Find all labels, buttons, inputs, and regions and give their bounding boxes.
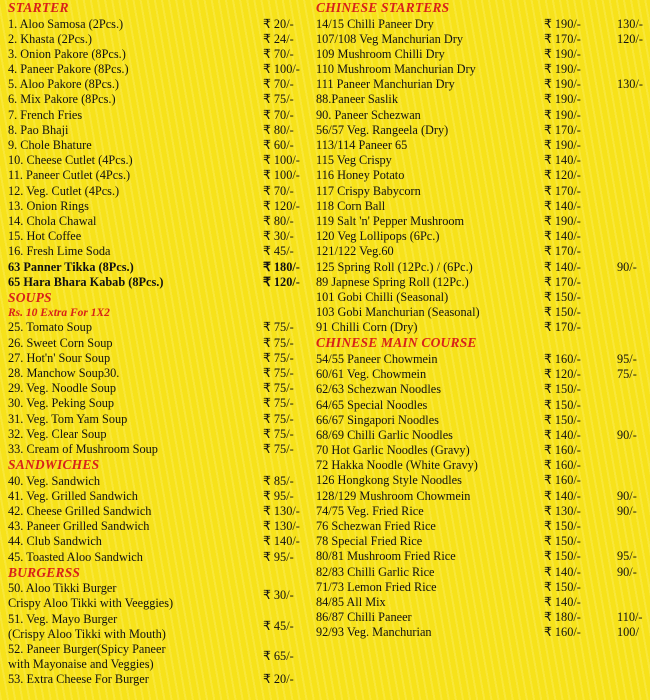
menu-item-price: ₹ 150/- [544,412,581,427]
menu-item-name: 65 Hara Bhara Kabab (8Pcs.) [8,274,164,289]
menu-item-row [316,489,650,504]
menu-item-name: 62/63 Schezwan Noodles [316,382,441,397]
menu-item-half-price: 90/- [617,488,637,503]
menu-item-price: ₹ 170/- [544,274,581,289]
menu-item-price: ₹ 190/- [544,16,581,31]
menu-item-half-price: 90/- [617,259,637,274]
menu-item-price: ₹ 160/- [544,625,581,640]
menu-item-price: ₹ 190/- [544,62,581,77]
menu-item-row [8,229,310,244]
menu-item-price: ₹ 150/- [544,549,581,564]
menu-item-row [8,336,310,351]
menu-item-name: 43. Paneer Grilled Sandwich [8,519,150,534]
menu-item-row [8,366,310,381]
menu-item-price: ₹ 30/- [263,588,294,603]
menu-item-row [8,275,310,290]
menu-item-name: 3. Onion Pakore (8Pcs.) [8,46,126,61]
menu-item-price: ₹ 24/- [263,31,294,46]
menu-item-name: 118 Corn Ball [316,198,386,213]
menu-item-name: 31. Veg. Tom Yam Soup [8,411,128,426]
menu-item-name: 11. Paneer Cutlet (4Pcs.) [8,168,131,183]
menu-item-row [8,214,310,229]
menu-item-row [316,123,650,138]
menu-item-name: 5. Aloo Pakore (8Pcs.) [8,77,120,92]
menu-item-name: 115 Veg Crispy [316,153,392,168]
menu-item-price: ₹ 140/- [544,259,581,274]
menu-item-row [8,489,310,504]
menu-item-price: ₹ 75/- [263,441,294,456]
menu-item-price: ₹ 100/- [263,62,300,77]
menu-item-row [8,351,310,366]
menu-item-name: 76 Schezwan Fried Rice [316,519,436,533]
menu-item-name: 26. Sweet Corn Soup [8,335,113,350]
menu-item-row [316,320,650,335]
menu-item-name: 1. Aloo Samosa (2Pcs.) [8,16,124,31]
menu-item-name: 92/93 Veg. Manchurian [316,625,432,640]
menu-item-name: 125 Spring Roll (12Pc.) / (6Pc.) [316,259,473,274]
menu-item-name: 6. Mix Pakore (8Pcs.) [8,92,116,107]
menu-item-price: ₹ 140/- [544,198,581,213]
menu-item-row [316,580,650,595]
menu-item-name: 13. Onion Rings [8,198,89,213]
section-heading-chinese-main-course: CHINESE MAIN COURSE [316,335,477,351]
menu-item-row [8,581,310,611]
menu-item-half-price: 130/- [617,16,643,31]
menu-item-price: ₹ 190/- [544,46,581,61]
menu-item-price: ₹ 75/- [263,381,294,396]
menu-item-price: ₹ 160/- [544,443,581,458]
menu-item-row [316,443,650,458]
menu-item-name: 110 Mushroom Manchurian Dry [316,62,476,77]
menu-item-row [316,352,650,367]
menu-item-name: 82/83 Chilli Garlic Rice [316,564,435,579]
menu-item-name: 107/108 Veg Manchurian Dry [316,31,463,46]
menu-item-row [316,214,650,229]
menu-item-price: ₹ 120/- [544,168,581,183]
menu-item-price: ₹ 180/- [544,610,581,625]
menu-item-price: ₹ 75/- [263,335,294,350]
menu-item-row [316,549,650,564]
menu-item-row [316,565,650,580]
menu-item-row [316,504,650,519]
menu-item-row [8,381,310,396]
menu-item-row [8,77,310,92]
menu-item-half-price: 110/- [617,610,643,625]
section-heading-soups: SOUPS [8,289,52,305]
menu-item-row [316,244,650,259]
menu-item-row [8,108,310,123]
menu-item-price: ₹ 150/- [544,579,581,594]
menu-item-price: ₹ 160/- [544,351,581,366]
menu-item-name: 74/75 Veg. Fried Rice [316,503,424,518]
menu-item-price: ₹ 120/- [263,274,300,289]
menu-item-name: 53. Extra Cheese For Burger [8,672,149,687]
menu-item-price: ₹ 130/- [263,519,300,534]
menu-item-name: 8. Pao Bhaji [8,122,69,137]
menu-item-row [8,199,310,214]
menu-item-price: ₹ 20/- [263,672,294,687]
menu-item-row [8,47,310,62]
menu-item-price: ₹ 150/- [544,397,581,412]
menu-item-half-price: 95/- [617,549,637,564]
menu-item-price: ₹ 150/- [544,289,581,304]
menu-item-price: ₹ 95/- [263,549,294,564]
menu-item-row [316,17,650,32]
menu-item-half-price: 130/- [617,77,643,92]
menu-item-row [316,382,650,397]
menu-item-row [8,412,310,427]
menu-item-price: ₹ 140/- [544,564,581,579]
menu-item-price: ₹ 190/- [544,107,581,122]
menu-item-price: ₹ 75/- [263,320,294,335]
menu-item-half-price: 90/- [617,427,637,442]
menu-item-row [316,199,650,214]
menu-item-row [8,442,310,457]
menu-item-row [316,138,650,153]
menu-item-row [316,260,650,275]
menu-item-price: ₹ 140/- [544,594,581,609]
menu-item-name: 51. Veg. Mayo Burger (Crispy Aloo Tikki with Mouth) [8,611,166,641]
menu-item-row [316,534,650,549]
menu-item-price: ₹ 150/- [544,305,581,320]
menu-item-row [8,260,310,275]
menu-item-price: ₹ 70/- [263,183,294,198]
menu-item-name: 33. Cream of Mushroom Soup [8,441,158,456]
menu-item-name: 29. Veg. Noodle Soup [8,381,117,396]
menu-item-row [316,275,650,290]
menu-item-name: 10. Cheese Cutlet (4Pcs.) [8,153,133,168]
section-heading-burgerss: BURGERSS [8,564,81,580]
menu-item-row [8,550,310,565]
menu-item-row [316,62,650,77]
menu-item-row [8,168,310,183]
menu-item-name: 80/81 Mushroom Fried Rice [316,549,456,564]
menu-item-row [316,305,650,320]
menu-item-price: ₹ 140/- [544,427,581,442]
menu-item-name: 52. Paneer Burger(Spicy Paneer with Mayonaise and Veggies) [8,641,166,672]
menu-item-name: 7. French Fries [8,107,83,122]
menu-item-name: 90. Paneer Schezwan [316,107,421,122]
section-heading-starter: STARTER [8,0,69,15]
menu-item-price: ₹ 75/- [263,426,294,441]
menu-item-name: 9. Chole Bhature [8,138,92,152]
menu-item-row [316,77,650,92]
menu-item-name: 78 Special Fried Rice [316,534,423,549]
menu-item-name: 54/55 Paneer Chowmein [316,351,438,366]
menu-item-name: 30. Veg. Peking Soup [8,396,115,411]
menu-item-name: 40. Veg. Sandwich [8,473,100,488]
menu-item-row [316,153,650,168]
menu-item-row [8,17,310,32]
menu-item-price: ₹ 140/- [263,534,300,549]
menu-item-name: 89 Japnese Spring Roll (12Pc.) [316,274,469,289]
menu-item-price: ₹ 85/- [263,473,294,488]
menu-item-price: ₹ 75/- [263,396,294,411]
menu-item-price: ₹ 70/- [263,46,294,61]
section-heading-sandwiches: SANDWICHES [8,457,100,473]
menu-item-price: ₹ 75/- [263,92,294,107]
menu-item-row [8,672,310,687]
menu-item-row [8,642,310,672]
menu-item-row [316,168,650,183]
menu-item-row [8,519,310,534]
menu-item-name: 126 Hongkong Style Noodles [316,473,462,488]
menu-item-row [316,610,650,625]
menu-item-price: ₹ 190/- [544,213,581,228]
menu-item-row [8,504,310,519]
menu-item-row [8,138,310,153]
menu-item-half-price: 75/- [617,367,637,382]
menu-item-row [8,153,310,168]
menu-item-price: ₹ 95/- [263,488,294,503]
menu-item-name: 16. Fresh Lime Soda [8,244,111,259]
menu-item-name: 84/85 All Mix [316,594,386,609]
menu-item-name: 14. Chola Chawal [8,213,97,228]
menu-item-name: 117 Crispy Babycorn [316,183,421,198]
menu-item-name: 32. Veg. Clear Soup [8,426,107,441]
section-note: Rs. 10 Extra For 1X2 [8,307,110,320]
menu-item-name: 101 Gobi Chilli (Seasonal) [316,289,449,304]
menu-item-half-price: 100/ [617,625,639,640]
menu-item-price: ₹ 70/- [263,77,294,92]
menu-item-name: 12. Veg. Cutlet (4Pcs.) [8,183,120,198]
menu-item-row [316,92,650,107]
menu-item-name: 27. Hot'n' Sour Soup [8,350,111,365]
menu-item-row [8,427,310,442]
menu-item-name: 128/129 Mushroom Chowmein [316,488,471,503]
menu-item-name: 116 Honey Potato [316,168,405,183]
menu-item-price: ₹ 70/- [263,107,294,122]
menu-item-name: 120 Veg Lollipops (6Pc.) [316,229,440,244]
menu-item-price: ₹ 65/- [263,648,294,663]
menu-item-price: ₹ 100/- [263,153,300,168]
menu-item-price: ₹ 75/- [263,350,294,365]
menu-item-row [316,367,650,382]
menu-item-price: ₹ 130/- [544,503,581,518]
menu-item-half-price: 95/- [617,351,637,366]
menu-right-column [316,0,650,641]
menu-item-price: ₹ 120/- [544,367,581,382]
menu-item-price: ₹ 45/- [263,618,294,633]
menu-item-row [316,473,650,488]
menu-item-row [316,184,650,199]
menu-item-row [316,290,650,305]
menu-item-name: 86/87 Chilli Paneer [316,610,412,625]
menu-item-row [8,396,310,411]
menu-item-name: 2. Khasta (2Pcs.) [8,31,93,46]
menu-item-name: 63 Panner Tikka (8Pcs.) [8,259,134,274]
menu-item-price: ₹ 190/- [544,77,581,92]
menu-item-name: 28. Manchow Soup30. [8,365,120,380]
menu-item-price: ₹ 140/- [544,153,581,168]
menu-item-name: 72 Hakka Noodle (White Gravy) [316,458,478,473]
menu-item-price: ₹ 100/- [263,168,300,183]
menu-item-name: 68/69 Chilli Garlic Noodles [316,427,453,442]
menu-item-name: 42. Cheese Grilled Sandwich [8,503,152,518]
menu-item-price: ₹ 20/- [263,16,294,31]
menu-item-price: ₹ 170/- [544,320,581,335]
menu-item-row [316,519,650,534]
menu-item-half-price: 90/- [617,564,637,579]
menu-item-name: 41. Veg. Grilled Sandwich [8,488,138,503]
menu-item-row [316,398,650,413]
menu-item-name: 66/67 Singapori Noodles [316,412,439,427]
menu-item-price: ₹ 160/- [544,473,581,488]
menu-item-row [8,474,310,489]
menu-left-column [8,0,310,688]
menu-item-half-price: 90/- [617,503,637,518]
menu-item-price: ₹ 160/- [544,458,581,473]
menu-item-name: 14/15 Chilli Paneer Dry [316,16,434,31]
menu-item-name: 103 Gobi Manchurian (Seasonal) [316,305,480,320]
menu-item-price: ₹ 190/- [544,92,581,107]
menu-item-row [316,47,650,62]
menu-item-price: ₹ 80/- [263,213,294,228]
menu-item-name: 25. Tomato Soup [8,320,92,335]
menu-item-price: ₹ 170/- [544,244,581,259]
menu-item-price: ₹ 140/- [544,229,581,244]
menu-item-price: ₹ 150/- [544,534,581,549]
menu-item-name: 60/61 Veg. Chowmein [316,367,427,382]
menu-item-name: 15. Hot Coffee [8,229,82,244]
section-heading-chinese-starters: CHINESE STARTERS [316,0,450,15]
menu-item-name: 111 Paneer Manchurian Dry [316,77,455,92]
menu-item-row [8,92,310,107]
menu-item-price: ₹ 140/- [544,488,581,503]
menu-item-row [8,32,310,47]
menu-item-name: 4. Paneer Pakore (8Pcs.) [8,62,129,77]
menu-item-price: ₹ 170/- [544,183,581,198]
menu-item-name: 44. Club Sandwich [8,534,102,549]
menu-item-row [316,625,650,640]
menu-item-name: 64/65 Special Noodles [316,397,428,412]
menu-item-row [316,595,650,610]
menu-item-name: 88.Paneer Saslik [316,92,398,107]
menu-item-name: 121/122 Veg.60 [316,244,394,259]
menu-item-row [8,184,310,199]
menu-item-name: 56/57 Veg. Rangeela (Dry) [316,122,449,137]
menu-item-row [316,32,650,47]
menu-item-name: 45. Toasted Aloo Sandwich [8,549,143,564]
menu-item-name: 70 Hot Garlic Noodles (Gravy) [316,443,470,458]
menu-item-half-price: 120/- [617,31,643,46]
menu-item-name: 50. Aloo Tikki Burger Crispy Aloo Tikki with Veeggies) [8,581,174,611]
menu-item-price: ₹ 45/- [263,244,294,259]
menu-item-price: ₹ 170/- [544,31,581,46]
menu-item-name: 91 Chilli Corn (Dry) [316,320,418,335]
menu-item-price: ₹ 170/- [544,122,581,137]
menu-item-row [316,229,650,244]
menu-item-price: ₹ 80/- [263,122,294,137]
menu-item-name: 109 Mushroom Chilli Dry [316,46,445,61]
menu-item-row [316,458,650,473]
menu-item-price: ₹ 30/- [263,229,294,244]
menu-item-name: 113/114 Paneer 65 [316,138,408,152]
menu-item-row [8,62,310,77]
menu-item-row [316,108,650,123]
menu-item-price: ₹ 60/- [263,138,294,152]
menu-item-price: ₹ 75/- [263,365,294,380]
menu-item-price: ₹ 130/- [263,503,300,518]
menu-item-price: ₹ 150/- [544,519,581,533]
menu-item-price: ₹ 150/- [544,382,581,397]
menu-item-row [8,612,310,642]
menu-item-price: ₹ 120/- [263,198,300,213]
menu-item-row [8,534,310,549]
menu-item-name: 119 Salt 'n' Pepper Mushroom [316,213,465,228]
menu-item-row [8,320,310,335]
menu-item-price: ₹ 180/- [263,259,300,274]
menu-item-row [8,244,310,259]
menu-item-price: ₹ 190/- [544,138,581,152]
menu-item-row [316,428,650,443]
menu-item-row [316,413,650,428]
menu-item-price: ₹ 75/- [263,411,294,426]
menu-item-row [8,123,310,138]
menu-item-name: 71/73 Lemon Fried Rice [316,579,437,594]
